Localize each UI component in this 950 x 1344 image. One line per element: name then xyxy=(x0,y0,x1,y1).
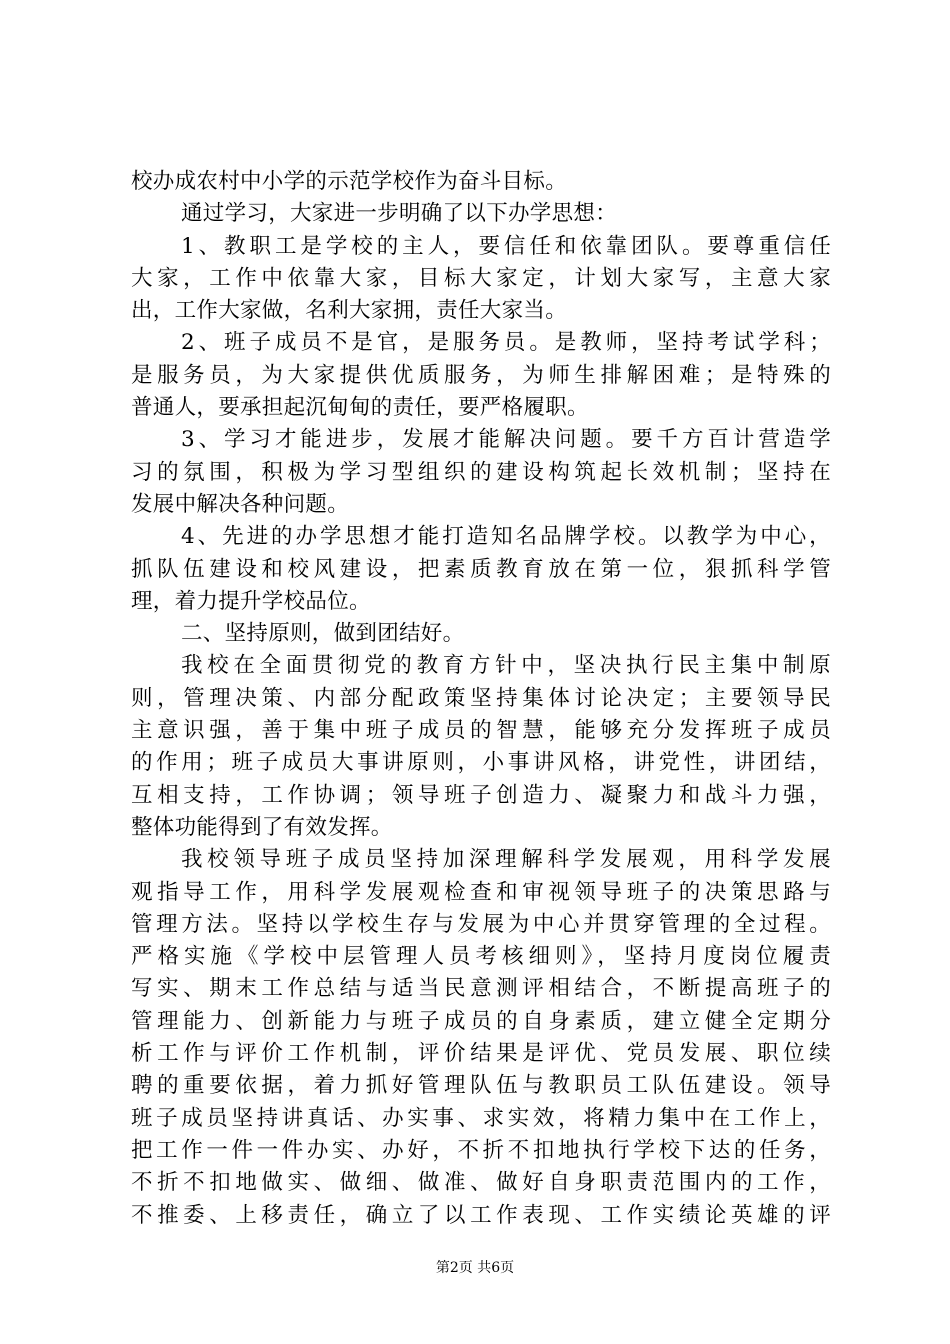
text-line: 习的氛围，积极为学习型组织的建设构筑起长效机制；坚持在 xyxy=(131,459,831,485)
text-line: 聘的重要依据，着力抓好管理队伍与教职员工队伍建设。领导 xyxy=(131,1073,831,1099)
text-line: 不折不扣地做实、做细、做准、做好自身职责范围内的工作， xyxy=(131,1170,831,1196)
text-line: 我校在全面贯彻党的教育方针中，坚决执行民主集中制原 xyxy=(181,653,831,679)
text-line: 理，着力提升学校品位。 xyxy=(131,588,371,614)
text-line: 二、坚持原则，做到团结好。 xyxy=(181,621,465,647)
text-line: 大家，工作中依靠大家，目标大家定，计划大家写，主意大家 xyxy=(131,265,831,291)
text-line: 2、班子成员不是官，是服务员。是教师，坚持考试学科； xyxy=(181,330,831,356)
text-line: 严格实施《学校中层管理人员考核细则》，坚持月度岗位履责 xyxy=(131,944,831,970)
text-line: 的作用；班子成员大事讲原则，小事讲风格，讲党性，讲团结， xyxy=(131,750,831,776)
text-line: 普通人，要承担起沉甸甸的责任，要严格履职。 xyxy=(131,395,589,421)
text-line: 写实、期末工作总结与适当民意测评相结合，不断提高班子的 xyxy=(131,976,831,1002)
text-line: 发展中解决各种问题。 xyxy=(131,491,350,517)
text-line: 则，管理决策、内部分配政策坚持集体讨论决定；主要领导民 xyxy=(131,685,831,711)
text-line: 抓队伍建设和校风建设，把素质教育放在第一位，狠抓科学管 xyxy=(131,556,831,582)
text-line: 校办成农村中小学的示范学校作为奋斗目标。 xyxy=(131,169,568,194)
text-line: 是服务员，为大家提供优质服务，为师生排解困难；是特殊的 xyxy=(131,362,831,388)
text-line: 不推委、上移责任，确立了以工作表现、工作实绩论英雄的评 xyxy=(131,1202,831,1228)
text-line: 1、教职工是学校的主人，要信任和依靠团队。要尊重信任 xyxy=(181,233,831,259)
text-line: 管理能力、创新能力与班子成员的自身素质，建立健全定期分 xyxy=(131,1008,831,1034)
text-line: 整体功能得到了有效发挥。 xyxy=(131,814,393,840)
text-line: 主意识强，善于集中班子成员的智慧，能够充分发挥班子成员 xyxy=(131,718,831,744)
text-line: 3、学习才能进步，发展才能解决问题。要千方百计营造学 xyxy=(181,427,831,453)
text-line: 观指导工作，用科学发展观检查和审视领导班子的决策思路与 xyxy=(131,879,831,905)
text-line: 4、先进的办学思想才能打造知名品牌学校。以教学为中心， xyxy=(181,524,831,550)
page-footer: 第2页 共6页 xyxy=(435,1260,515,1276)
text-line: 析工作与评价工作机制，评价结果是评优、党员发展、职位续 xyxy=(131,1041,831,1067)
text-line: 把工作一件一件办实、办好，不折不扣地执行学校下达的任务， xyxy=(131,1137,831,1163)
text-line: 我校领导班子成员坚持加深理解科学发展观，用科学发展 xyxy=(181,847,831,873)
text-line: 互相支持，工作协调；领导班子创造力、凝聚力和战斗力强， xyxy=(131,782,831,808)
text-line: 班子成员坚持讲真话、办实事、求实效，将精力集中在工作上， xyxy=(131,1105,831,1131)
text-line: 出，工作大家做，名利大家拥，责任大家当。 xyxy=(131,298,568,324)
text-line: 管理方法。坚持以学校生存与发展为中心并贯穿管理的全过程。 xyxy=(131,911,831,937)
text-line: 通过学习，大家进一步明确了以下办学思想： xyxy=(181,201,618,227)
document-body xyxy=(131,166,831,1232)
